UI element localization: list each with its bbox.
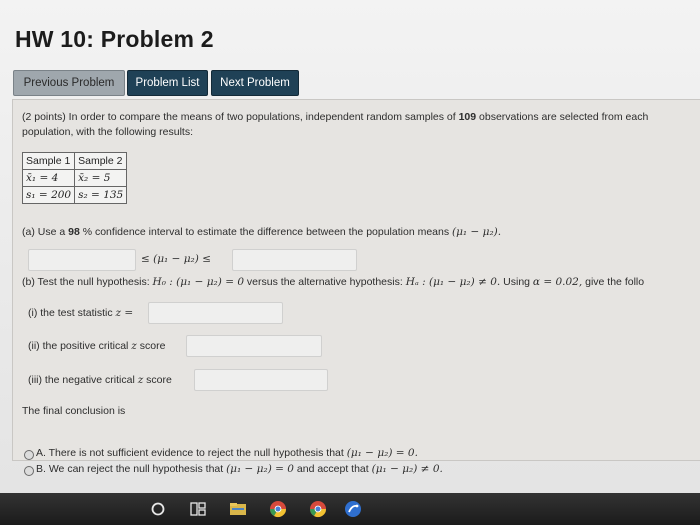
part-b-prompt <box>22 276 644 288</box>
z-letter: z <box>131 340 137 352</box>
option-a-radio[interactable] <box>24 450 34 460</box>
option-b-radio[interactable] <box>24 466 34 476</box>
page-title: HW 10: Problem 2 <box>15 26 214 52</box>
sample-size: 109 <box>458 111 477 123</box>
positive-critical-text: (ii) the positive critical <box>28 340 132 352</box>
previous-problem-button[interactable]: Previous Problem <box>13 70 125 96</box>
negative-critical-input[interactable] <box>194 369 328 391</box>
significance-level: α = 0.02, <box>532 276 583 288</box>
alternative-hypothesis: Hₐ : (μ₁ − μ₂) ≠ 0. <box>405 276 501 288</box>
option-b-math-2: (μ₁ − μ₂) ≠ 0. <box>371 463 443 475</box>
option-b-label[interactable] <box>36 463 443 475</box>
table-cell: x̄₂ = 5 <box>75 170 127 187</box>
next-problem-button[interactable]: Next Problem <box>211 70 299 96</box>
ci-lower-input[interactable] <box>28 249 136 271</box>
test-statistic-text: (i) the test statistic <box>28 307 116 319</box>
table-header: Sample 1 <box>23 153 75 170</box>
taskbar <box>0 493 700 525</box>
test-statistic-input[interactable] <box>148 302 283 324</box>
chrome-icon[interactable] <box>269 500 287 518</box>
intro-line-1 <box>22 111 648 123</box>
positive-critical-tail: score <box>136 340 166 352</box>
option-b-math: (μ₁ − μ₂) = 0 <box>226 463 294 475</box>
file-explorer-icon[interactable] <box>229 500 247 518</box>
conclusion-label: The final conclusion is <box>22 405 126 417</box>
search-icon[interactable] <box>149 500 167 518</box>
part-b-text-tail: give the follo <box>582 276 645 288</box>
negative-critical-label <box>28 374 172 386</box>
positive-critical-label <box>28 340 165 352</box>
confidence-level: 98 <box>68 226 80 238</box>
task-view-icon[interactable] <box>189 500 207 518</box>
positive-critical-input[interactable] <box>186 335 322 357</box>
test-statistic-label <box>28 307 133 319</box>
ci-middle-expression: ≤ (μ₁ − μ₂) ≤ <box>141 253 212 265</box>
intro-text: (2 points) In order to compare the means of two populations, independent random samples of <box>22 111 459 123</box>
option-a-label[interactable] <box>36 447 418 459</box>
table-header: Sample 2 <box>75 153 127 170</box>
intro-text-tail: observations are selected from each <box>476 111 649 123</box>
sample-table <box>22 152 127 204</box>
option-b-text: B. We can reject the null hypothesis that <box>36 463 227 475</box>
part-b-text: (b) Test the null hypothesis: <box>22 276 153 288</box>
part-b-using: Using <box>500 276 533 288</box>
null-hypothesis: H₀ : (μ₁ − μ₂) = 0 <box>152 276 245 288</box>
option-a-math: (μ₁ − μ₂) = 0. <box>346 447 418 459</box>
chrome-icon[interactable] <box>309 500 327 518</box>
part-a-text-tail: % confidence interval to estimate the difference between the population means <box>79 226 453 238</box>
part-a-text: (a) Use a <box>22 226 69 238</box>
part-a-prompt <box>22 226 501 238</box>
option-b-text-mid: and accept that <box>293 463 372 475</box>
table-cell: s₂ = 135 <box>75 187 127 204</box>
intro-line-2: population, with the following results: <box>22 126 194 138</box>
part-b-text-mid: versus the alternative hypothesis: <box>244 276 406 288</box>
part-a-math: (μ₁ − μ₂). <box>452 226 502 238</box>
option-a-text: A. There is not sufficient evidence to reject the null hypothesis that <box>36 447 347 459</box>
table-cell: x̄₁ = 4 <box>23 170 75 187</box>
table-cell: s₁ = 200 <box>23 187 75 204</box>
z-letter: z <box>137 374 144 386</box>
negative-critical-tail: score <box>143 374 172 386</box>
negative-critical-text: (iii) the negative critical <box>28 374 138 386</box>
ci-upper-input[interactable] <box>232 249 357 271</box>
browser-icon[interactable] <box>344 500 362 518</box>
problem-list-button[interactable]: Problem List <box>127 70 208 96</box>
z-equals: z = <box>115 307 134 319</box>
